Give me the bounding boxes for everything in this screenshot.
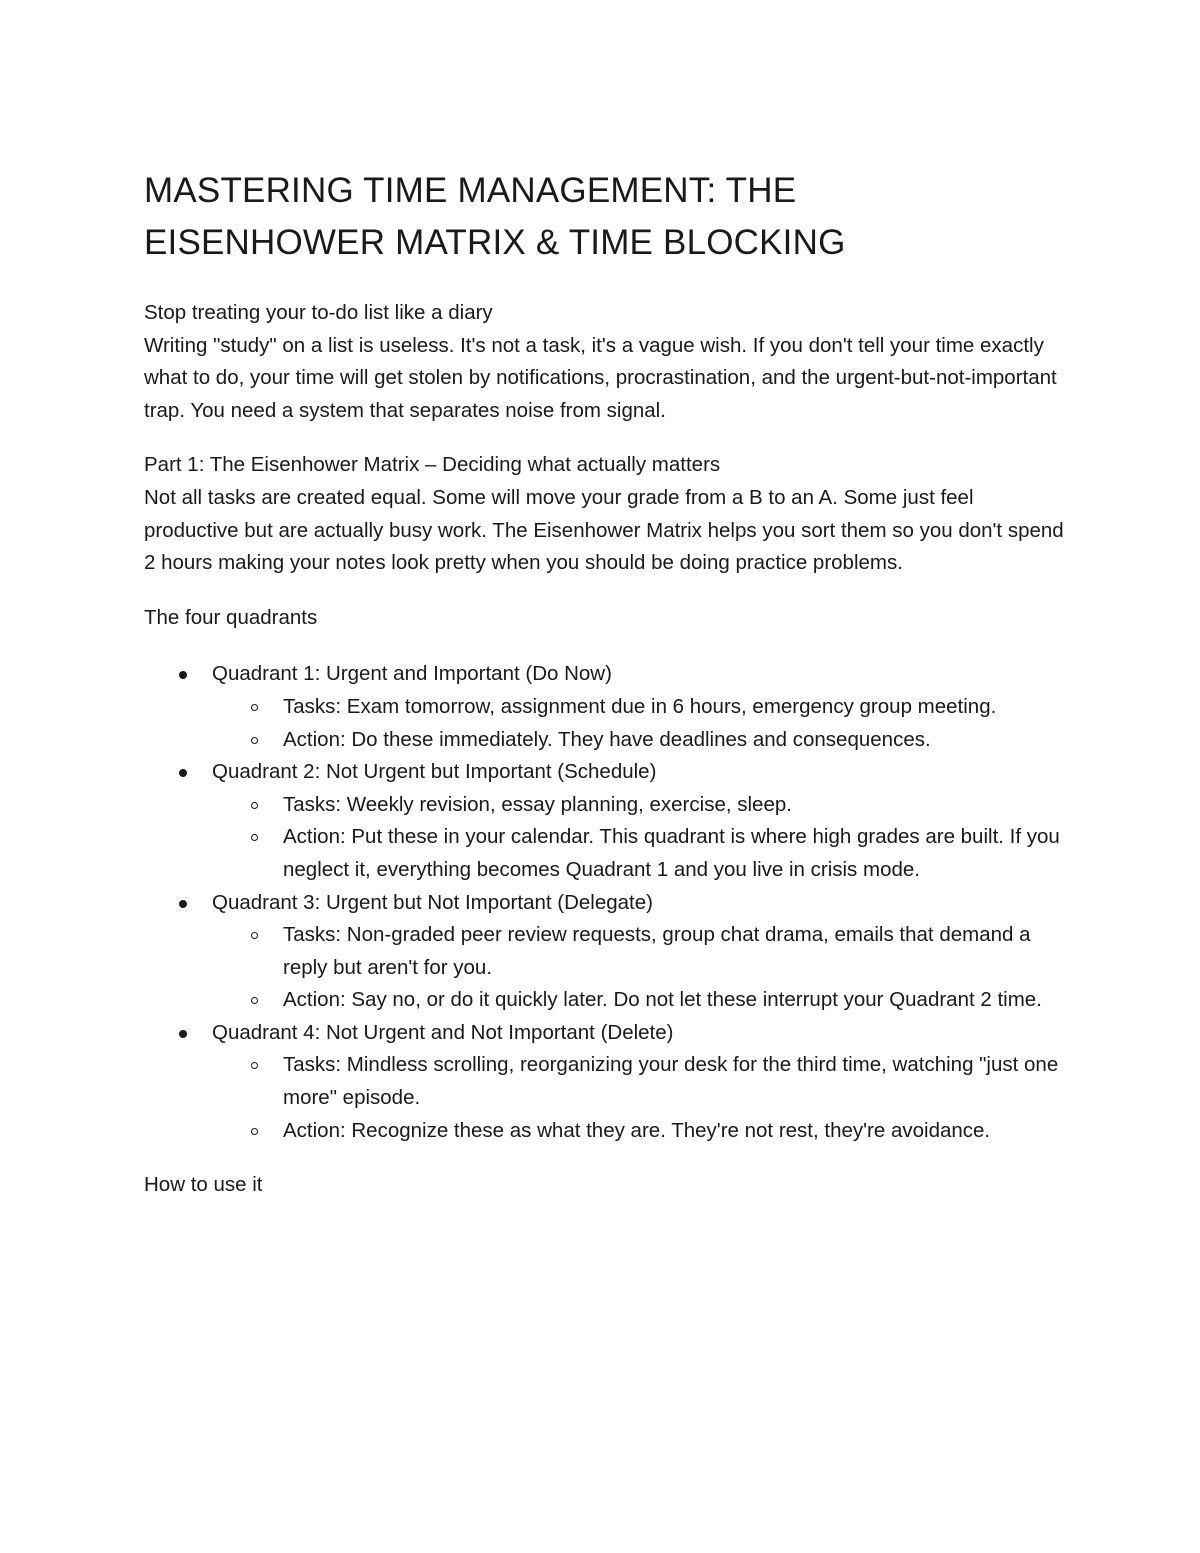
quadrant-action: Action: Recognize these as what they are. They're not rest, they're avoidance. — [283, 1118, 991, 1142]
list-item — [144, 658, 1064, 756]
list-item — [212, 789, 1064, 822]
hollow-bullet-icon — [251, 932, 258, 939]
quadrant-details — [212, 789, 1064, 887]
list-item — [212, 821, 1064, 886]
how-to-heading: How to use it — [144, 1173, 263, 1197]
filled-bullet-icon — [179, 769, 187, 777]
hollow-bullet-icon — [251, 834, 258, 841]
intro-heading: Stop treating your to-do list like a diary — [144, 301, 493, 324]
hollow-bullet-icon — [251, 802, 258, 809]
quadrant-tasks: Tasks: Exam tomorrow, assignment due in 6 hours, emergency group meeting. — [283, 694, 997, 718]
filled-bullet-icon — [179, 1030, 187, 1038]
hollow-bullet-icon — [251, 737, 258, 744]
hollow-bullet-icon — [251, 1128, 258, 1135]
list-item — [144, 887, 1064, 1017]
quadrants-heading: The four quadrants — [144, 605, 318, 629]
filled-bullet-icon — [179, 900, 187, 908]
list-item — [144, 1017, 1064, 1147]
quadrant-list — [144, 658, 1064, 1147]
quadrant-details — [212, 919, 1064, 1017]
document-title — [144, 165, 1064, 269]
filled-bullet-icon — [179, 671, 187, 679]
intro-body: Writing "study" on a list is useless. It's not a task, it's a vague wish. If you don't tell your time exactly what to do, your time will get stolen by notifications, procrastination, and the urgent-but-not-important trap. You need a system that separates noise from signal. — [144, 333, 1057, 422]
quadrant-details — [212, 691, 1064, 756]
part1-body: Not all tasks are created equal. Some will move your grade from a B to an A. Some just feel productive but are actually busy work. The Eisenhower Matrix helps you sort them so you don't spend 2 hours making your notes look pretty when you should be doing practice problems. — [144, 485, 1064, 575]
hollow-bullet-icon — [251, 997, 258, 1004]
title-line-2: EISENHOWER MATRIX & TIME BLOCKING — [144, 223, 846, 262]
quadrant-action: Action: Say no, or do it quickly later. Do not let these interrupt your Quadrant 2 time. — [283, 988, 1042, 1012]
title-line-1: MASTERING TIME MANAGEMENT: THE — [144, 171, 797, 210]
quadrant-title: Quadrant 4: Not Urgent and Not Important (Delete) — [212, 1020, 674, 1044]
list-item — [212, 1115, 1064, 1148]
quadrant-tasks: Tasks: Mindless scrolling, reorganizing your desk for the third time, watching "just one more" episode. — [283, 1053, 1059, 1110]
hollow-bullet-icon — [251, 1062, 258, 1069]
quadrant-tasks: Tasks: Weekly revision, essay planning, exercise, sleep. — [283, 792, 792, 816]
quadrant-tasks: Tasks: Non-graded peer review requests, group chat drama, emails that demand a reply but aren't for you. — [283, 923, 1031, 979]
quadrant-action: Action: Put these in your calendar. This quadrant is where high grades are built. If you neglect it, everything becomes Quadrant 1 and you live in crisis mode. — [283, 825, 1060, 881]
part1-heading: Part 1: The Eisenhower Matrix – Deciding what actually matters — [144, 453, 721, 477]
hollow-bullet-icon — [251, 704, 258, 711]
list-item — [212, 919, 1064, 984]
document-page — [144, 165, 1064, 1202]
list-item — [212, 724, 1064, 757]
quadrant-action: Action: Do these immediately. They have deadlines and consequences. — [283, 727, 931, 751]
list-item — [144, 756, 1064, 886]
list-item — [212, 984, 1064, 1017]
quadrant-title: Quadrant 2: Not Urgent but Important (Schedule) — [212, 760, 657, 784]
quadrant-title: Quadrant 1: Urgent and Important (Do Now) — [212, 662, 612, 686]
list-item — [212, 1049, 1064, 1114]
quadrant-details — [212, 1049, 1064, 1147]
quadrant-title: Quadrant 3: Urgent but Not Important (Delegate) — [212, 890, 653, 914]
list-item — [212, 691, 1064, 724]
